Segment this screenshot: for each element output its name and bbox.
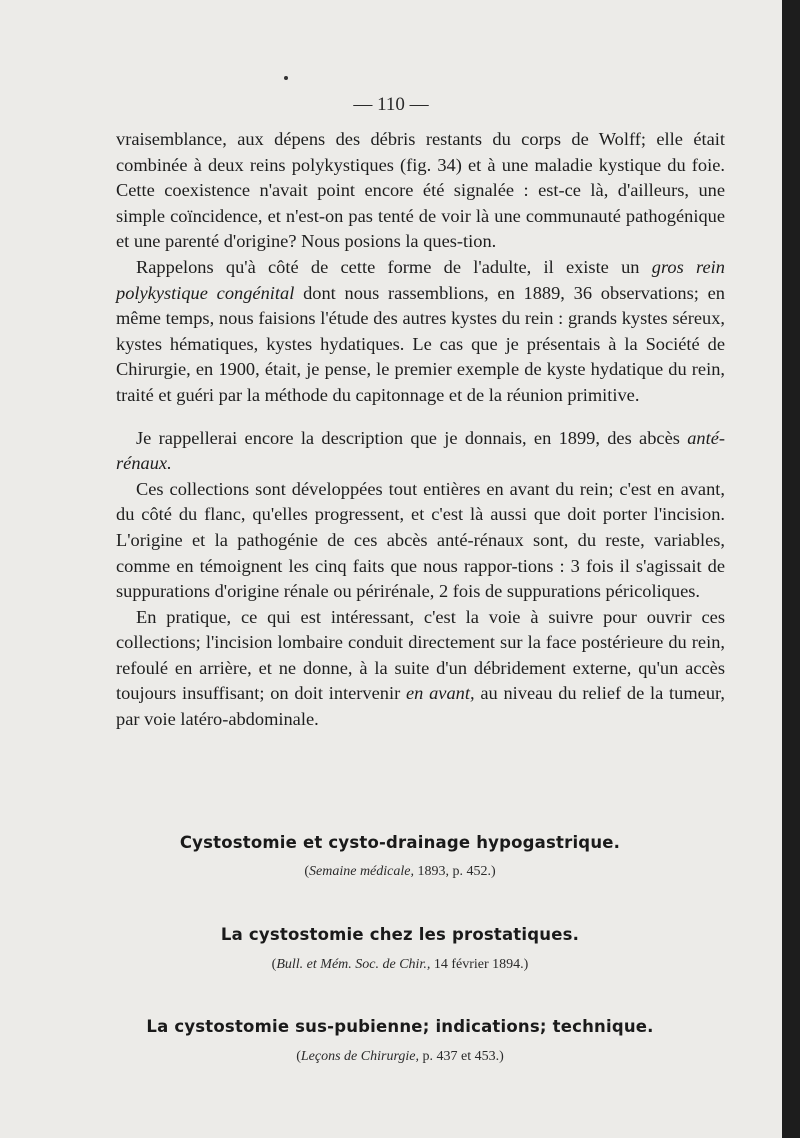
reference-3-detail: p. 437 et 453. bbox=[422, 1049, 500, 1064]
paragraph-3-text: Je rappellerai encore la description que je donnais, en 1899, des abcès bbox=[136, 427, 680, 448]
paragraph-4: Ces collections sont développées tout entières en avant du rein; c'est en avant, du côté du flanc, qu'elles progressent, et c'est là aussi que doit porter l'incision. L'origine et la pathogénie de ces abcès anté-rénaux sont, du reste, variables, comme en témoignent les cinq faits que nous rappor-tions : 3 fois il s'agissait de suppurations d'origine rénale ou périrénale, 2 fois de suppurations péricoliques. bbox=[116, 478, 725, 602]
section-title-3: La cystostomie sus-pubienne; indications; technique. bbox=[146, 1017, 654, 1036]
section-reference-1: (Semaine médicale, 1893, p. 452.) bbox=[304, 864, 496, 879]
reference-2-source: Bull. et Mém. Soc. de Chir., bbox=[276, 957, 431, 972]
paragraph-5-end: au niveau du relief de la tumeur, par voie latéro-abdominale. bbox=[116, 683, 726, 730]
section-title-1: Cystostomie et cysto-drainage hypogastrique. bbox=[179, 833, 621, 852]
paragraph-2 bbox=[116, 255, 725, 409]
paragraph-5 bbox=[116, 605, 725, 733]
paragraph-1: vraisemblance, aux dépens des débris restants du corps de Wolff; elle était combinée à deux reins polykystiques (fig. 34) et à une maladie kystique du foie. Cette coexistence n'avait point encore été signalée : est-ce là, d'ailleurs, une simple coïncidence, et n'est-on pas tenté de voir là une communauté pathogénique et une parenté d'origine? Nous posions la ques-tion. bbox=[116, 129, 725, 252]
section-reference-2: (Bull. et Mém. Soc. de Chir., 14 février 1894.) bbox=[271, 957, 529, 972]
paragraph-5-text: En pratique, ce qui est intéressant, c'est la voie à suivre pour ouvrir ces collections; l'incision lombaire conduit directement sur la face postérieure du rein, refoulé en arrière, et ne donne, à la suite d'un débridement externe, qu'un accès toujours insuffisant; on doit intervenir bbox=[116, 606, 725, 704]
page-number: — 110 — bbox=[353, 94, 429, 115]
paragraph-2-rest: dont nous rassemblions, en 1889, 36 observations; en même temps, nous faisions l'étude des autres kystes du rein : grands kystes séreux, kystes hématiques, kystes hydatiques. Le cas que je présentais à la Société de Chirurgie, en 1900, était, je pense, le premier exemple de kyste hydatique du rein, traité et guéri par la méthode du capitonnage et de la réunion primitive. bbox=[116, 282, 725, 405]
ink-speck bbox=[284, 76, 288, 80]
reference-3-source: Leçons de Chirurgie, bbox=[300, 1049, 419, 1064]
paragraph-2-lead: Rappelons qu'à côté de cette forme de l'adulte, il existe un bbox=[136, 256, 640, 277]
paragraph-5-italic: en avant, bbox=[405, 683, 475, 704]
section-reference-3: (Leçons de Chirurgie, p. 437 et 453.) bbox=[296, 1049, 504, 1064]
reference-1-source: Semaine médicale, bbox=[309, 864, 414, 879]
paragraph-2-italic-term: polykystique congénital bbox=[116, 282, 295, 303]
paragraph-3-italic: anté-rénaux. bbox=[116, 427, 725, 474]
section-title-2: La cystostomie chez les prostatiques. bbox=[220, 925, 580, 944]
paragraph-2-italic: gros rein bbox=[651, 256, 725, 277]
reference-2-detail: 14 février 1894. bbox=[433, 957, 524, 972]
reference-1-detail: 1893, p. 452. bbox=[417, 864, 491, 879]
body-text bbox=[116, 127, 725, 733]
paragraph-3 bbox=[116, 426, 725, 477]
